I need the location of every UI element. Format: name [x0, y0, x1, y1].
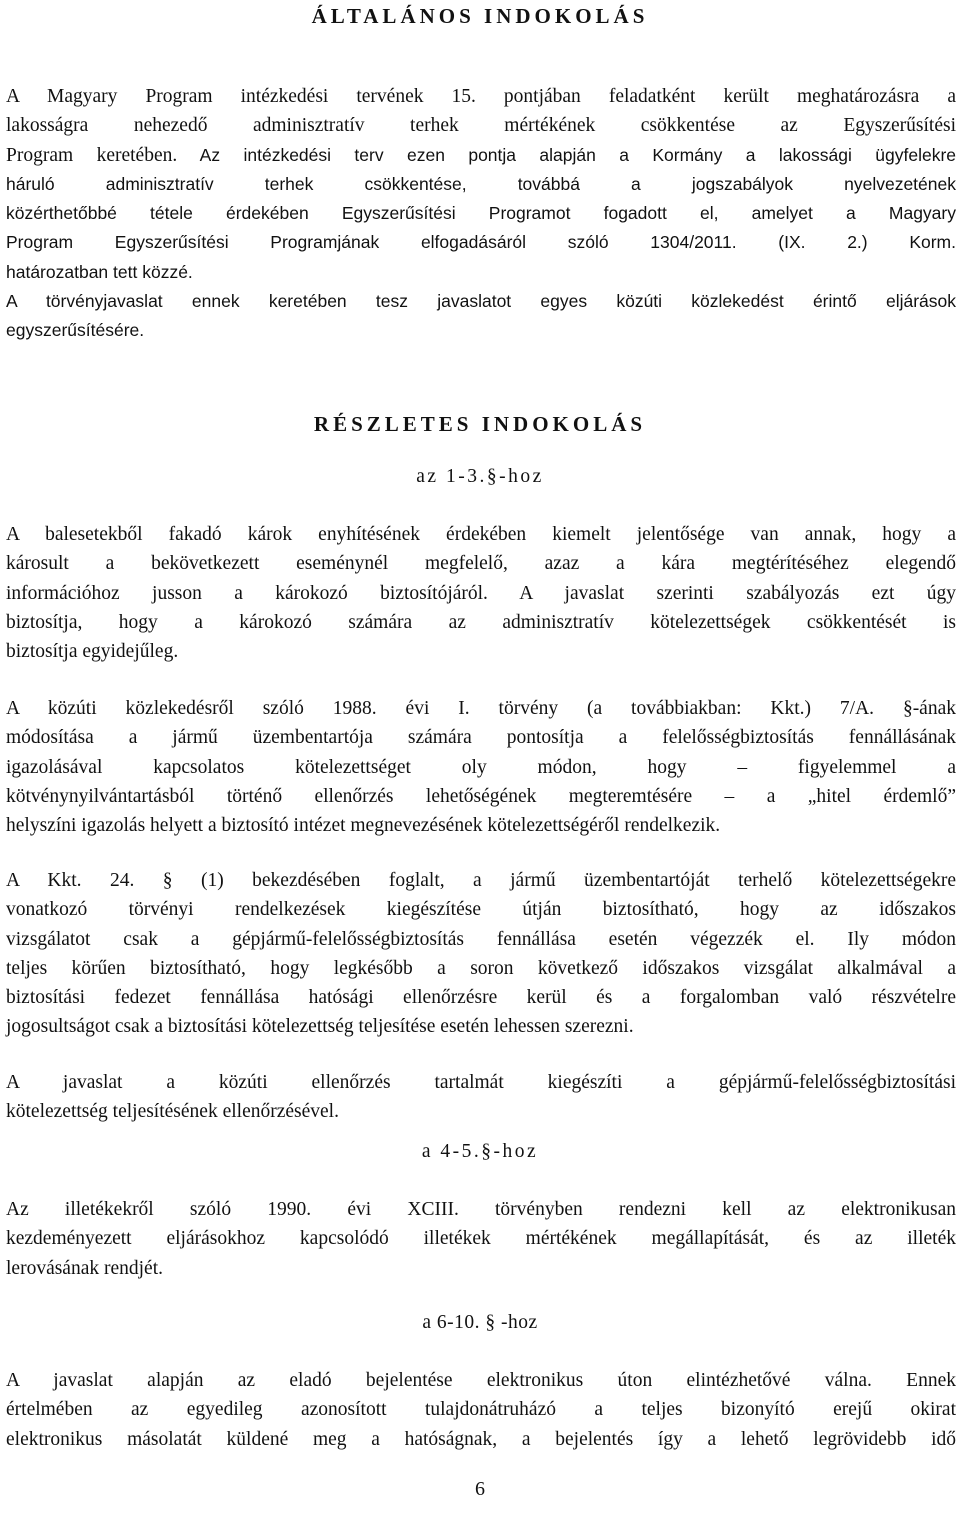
paragraph-kkt-7a	[6, 694, 956, 840]
paragraph-duties-act	[6, 1195, 956, 1283]
paragraph-accident-damages	[6, 520, 956, 666]
text-line: biztosítja, hogy a károkozó számára az adminisztratív kötelezettségek csökkentését is	[6, 611, 956, 633]
text-line: kezdeményezett eljárásokhoz kapcsolódó illetékek mértékének megállapítását, és az illeték	[6, 1228, 956, 1250]
text-line: információhoz jusson a károkozó biztosítójáról. A javaslat szerinti szabályozás ezt úgy	[6, 582, 956, 604]
text-line: A javaslat alapján az eladó bejelentése elektronikus úton elintézhetővé válna. Ennek	[6, 1370, 956, 1391]
text-line: elektronikus másolatát küldené meg a hatóságnak, a bejelentés így a lehető legrövidebb idő	[6, 1428, 956, 1450]
text-line: módosítása a jármű üzembentartója számára pontosítja a felelősségbiztosítás fennállásának	[6, 727, 956, 749]
section-reference-1-3: az 1-3.§-hoz	[416, 466, 544, 487]
text-line: biztosítási fedezet fennállása hatósági ellenőrzésre kerül és a forgalomban való részvételre	[6, 987, 956, 1009]
general-justification-heading: ÁLTALÁNOS INDOKOLÁS	[311, 4, 649, 28]
text-line: A Kkt. 24. § (1) bekezdésében foglalt, a jármű üzembentartóját terhelő kötelezettségekre	[6, 870, 956, 891]
text-fragment: Az intézkedési terv ezen pontja alapján a Kormány a lakossági ügyfelekre	[177, 144, 957, 165]
text-line: vonatkozó törvényi rendelkezések kiegészítése útján biztosítható, hogy az időszakos	[6, 899, 956, 921]
text-line: A törvényjavaslat ennek keretében tesz javaslatot egyes közúti közlekedést érintő eljárások	[6, 291, 956, 312]
text-line: Program Egyszerűsítési Programjának elfogadásáról szóló 1304/2011. (IX. 2.) Korm.	[6, 232, 956, 253]
text-line: kötvénynyilvántartásból történő ellenőrzés lehetőségének megteremtésére – a „hitel érdemlő”	[6, 785, 956, 807]
text-line: teljes körűen biztosítható, hogy legkésőbb a soron következő időszakos vizsgálat alkalmával a	[6, 957, 956, 979]
detailed-justification-heading: RÉSZLETES INDOKOLÁS	[313, 412, 647, 436]
text-line: lakosságra nehezedő adminisztratív terhek mértékének csökkentése az Egyszerűsítési	[6, 115, 956, 137]
text-fragment: Program keretében.	[6, 144, 178, 166]
text-line: vizsgálatot csak a gépjármű-felelősségbiztosítás fennállása esetén végezzék el. Ily módon	[6, 928, 956, 950]
text-line: egyszerűsítésére.	[6, 320, 145, 341]
text-line: A Magyary Program intézkedési tervének 15. pontjában feladatként került meghatározásra a	[6, 86, 956, 107]
text-line: A balesetekből fakadó károk enyhítésének érdekében kiemelt jelentősége van annak, hogy a	[6, 524, 956, 545]
text-line: A javaslat a közúti ellenőrzés tartalmát kiegészíti a gépjármű-felelősségbiztosítási	[6, 1072, 956, 1093]
text-line: közérthetőbbé tétele érdekében Egyszerűsítési Programot fogadott el, amelyet a Magyary	[6, 203, 956, 224]
paragraph-electronic-notification	[6, 1366, 956, 1454]
text-line: károsult a bekövetkezett eseménynél megfelelő, azaz a kára megtérítéséhez elegendő	[6, 553, 956, 575]
page-number: 6	[475, 1478, 485, 1500]
text-line: határozatban tett közzé.	[6, 261, 193, 282]
general-justification-paragraph	[6, 82, 956, 346]
text-line: helyszíni igazolás helyett a biztosító intézet megnevezésének kötelezettségéről rendelkezik.	[6, 815, 721, 837]
paragraph-kkt-24	[6, 866, 956, 1042]
paragraph-road-inspection	[6, 1068, 956, 1127]
text-line: jogosultságot csak a biztosítási kötelezettség teljesítése esetén lehessen szerezni.	[6, 1016, 634, 1038]
text-line: A közúti közlekedésről szóló 1988. évi I. törvény (a továbbiakban: Kkt.) 7/A. §-ának	[6, 698, 956, 719]
section-reference-4-5: a 4-5.§-hoz	[421, 1141, 539, 1162]
text-line: háruló adminisztratív terhek csökkentése, továbbá a jogszabályok nyelvezetének	[6, 173, 956, 194]
text-line: lerovásának rendjét.	[6, 1257, 164, 1279]
text-line: kötelezettség teljesítésének ellenőrzésével.	[6, 1101, 339, 1123]
text-line: igazolásával kapcsolatos kötelezettséget oly módon, hogy – figyelemmel a	[6, 756, 956, 778]
text-line: Az illetékekről szóló 1990. évi XCIII. törvényben rendezni kell az elektronikusan	[6, 1199, 956, 1220]
text-line	[6, 141, 956, 170]
text-line: értelmében az egyedileg azonosított tulajdonátruházó a teljes bizonyító erejű okirat	[6, 1399, 956, 1421]
text-line: biztosítja egyidejűleg.	[6, 641, 179, 663]
section-reference-6-10: a 6-10. § -hoz	[422, 1312, 538, 1333]
